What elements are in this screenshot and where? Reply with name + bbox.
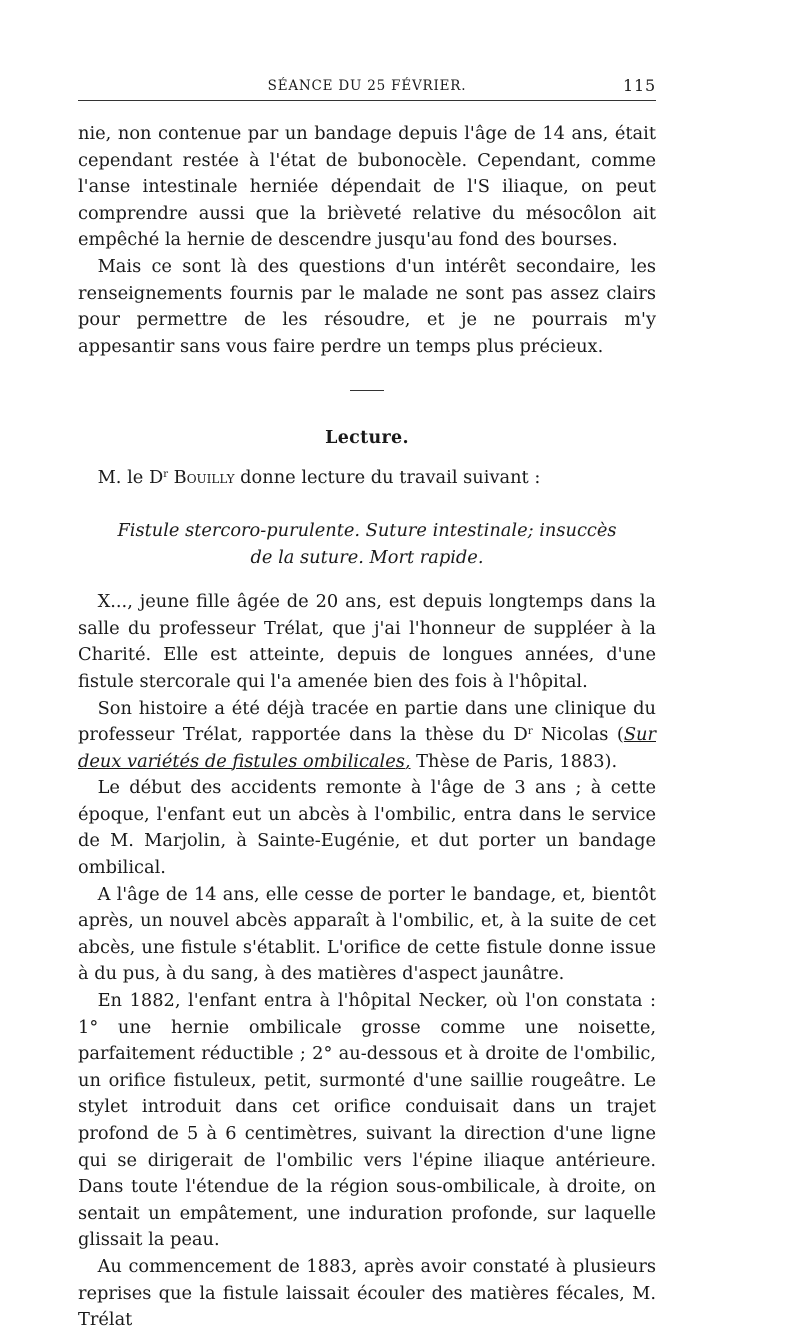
paper-title-line-1: Fistule stercoro-purulente. Suture intestinale; insuccès: [117, 519, 617, 541]
text-span: Nicolas (: [532, 724, 624, 746]
paragraph: A l'âge de 14 ans, elle cesse de porter le bandage, et, bientôt après, un nouvel abcès apparaît à l'ombilic, et, à la suite de cet abcès, une fistule s'établit. L'orifice de cette fistule donne issue à du pus, à du sang, à des matières d'aspect jaunâtre.: [78, 883, 656, 985]
opening-text: [78, 121, 656, 360]
lecture-intro: [78, 465, 656, 492]
section-divider: [350, 390, 384, 391]
paragraph-continuation: nie, non contenue par un bandage depuis l'âge de 14 ans, était cependant restée à l'état de bubonocèle. Cependant, comme l'anse intestinale herniée dépendait de l'S iliaque, on peut comprendre aussi que la brièveté relative du mésocôlon ait empêché la hernie de descendre jusqu'au fond des bourses.: [78, 123, 656, 251]
text-span: Son histoire a été déjà tracée en partie dans une clinique du professeur Trélat, rapportée dans la thèse du D: [78, 697, 656, 746]
paper-title: [78, 518, 656, 571]
page-number: 115: [623, 76, 656, 95]
thesis-title: Sur deux variétés de fistules ombilicales,: [78, 724, 656, 772]
intro-prefix: M. le D: [97, 467, 164, 489]
superscript: r: [527, 726, 533, 738]
running-header: [78, 70, 656, 101]
intro-sup: r: [163, 469, 168, 481]
speaker-name: Bouilly: [173, 467, 235, 489]
paragraph: X..., jeune fille âgée de 20 ans, est depuis longtemps dans la salle du professeur Trélat, que j'ai l'honneur de suppléer à la Charité. Elle est atteinte, depuis de longues années, d'une fistule stercorale qui l'a amenée bien des fois à l'hôpital.: [78, 591, 656, 692]
paragraph: Au commencement de 1883, après avoir constaté à plusieurs reprises que la fistule laissait écouler des matières fécales, M. Trélat: [78, 1255, 656, 1331]
running-title: SÉANCE DU 25 FÉVRIER.: [267, 78, 467, 94]
section-heading: Lecture.: [325, 428, 409, 449]
text-span: Thèse de Paris, 1883).: [410, 750, 618, 772]
paragraph: Mais ce sont là des questions d'un intérêt secondaire, les renseignements fournis par le malade ne sont pas assez clairs pour permettre de les résoudre, et je ne pourrais m'y appesantir sans vous faire perdre un temps plus précieux.: [78, 255, 656, 357]
intro-suffix: donne lecture du travail suivant :: [240, 467, 541, 489]
paragraph: [78, 696, 656, 776]
paragraph: En 1882, l'enfant entra à l'hôpital Necker, où l'on constata : 1° une hernie ombilicale grosse comme une noisette, parfaitement réductible ; 2° au-dessous et à droite de l'ombilic, un orifice fistuleux, petit, surmonté d'une saillie rougeâtre. Le stylet introduit dans cet orifice conduisait dans un trajet profond de 5 à 6 centimètres, suivant la direction d'une ligne qui se dirigerait de l'ombilic vers l'épine iliaque antérieure. Dans toute l'étendue de la région sous-ombilicale, à droite, on sentait un empâtement, une induration profonde, sur laquelle glissait la peau.: [78, 990, 656, 1251]
case-report: [78, 589, 656, 1334]
book-page: [78, 70, 656, 1334]
paragraph: Le début des accidents remonte à l'âge de 3 ans ; à cette époque, l'enfant eut un abcès à l'ombilic, entra dans le service de M. Marjolin, à Sainte-Eugénie, et dut porter un bandage ombilical.: [78, 777, 656, 879]
paper-title-line-2: de la suture. Mort rapide.: [250, 546, 484, 568]
